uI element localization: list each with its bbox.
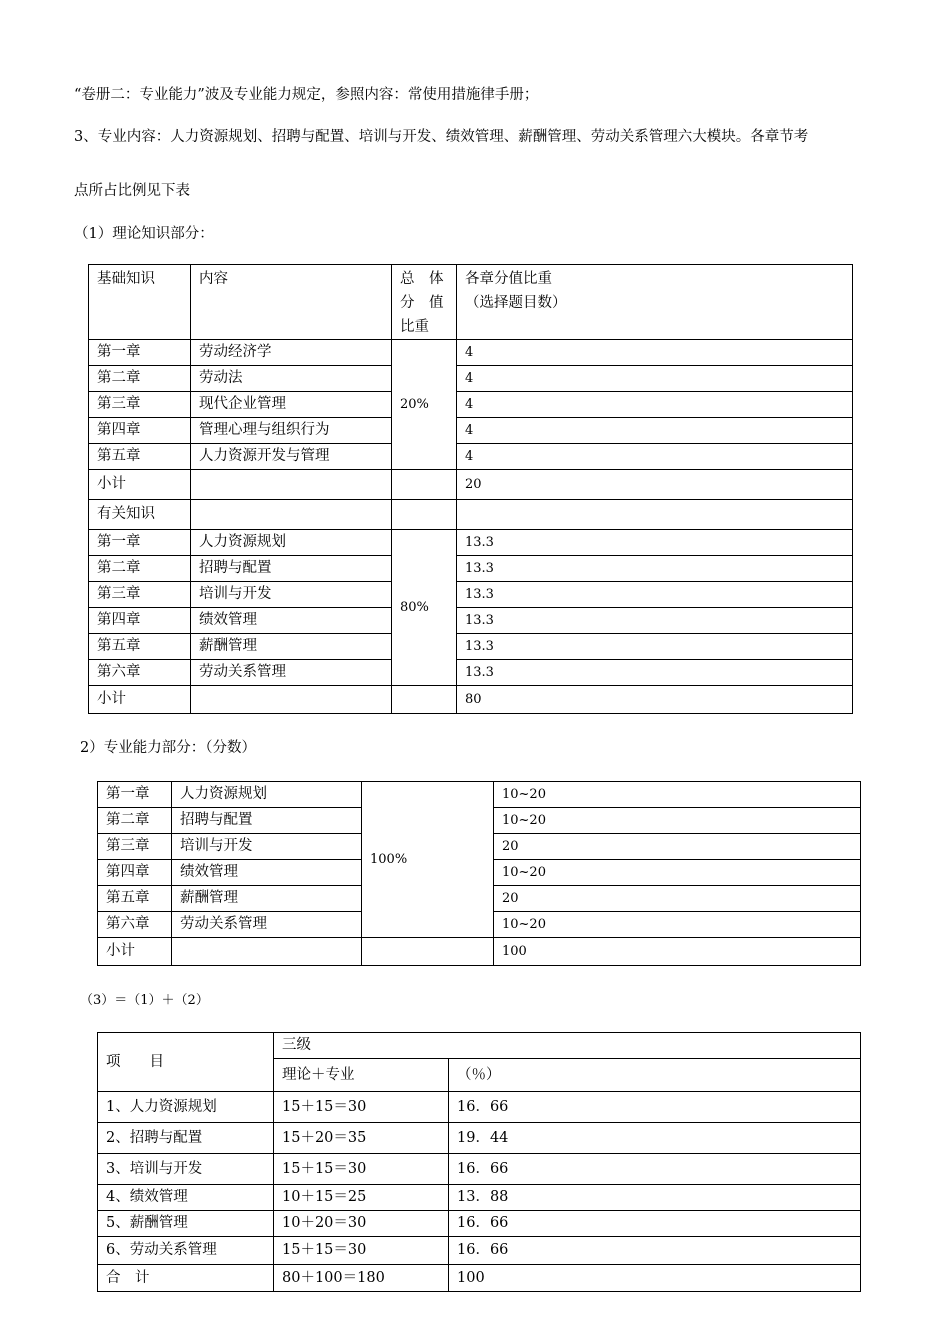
content-cell: 劳动关系管理 <box>191 660 392 686</box>
chapter-cell: 第二章 <box>89 556 191 582</box>
empty-cell <box>191 686 392 714</box>
table-row <box>98 1185 861 1211</box>
item-cell: 2、招聘与配置 <box>98 1123 274 1154</box>
total-sum: 80＋100＝180 <box>274 1265 449 1292</box>
chapter-cell: 第一章 <box>98 782 172 808</box>
value-cell: 13.3 <box>457 608 853 634</box>
empty-cell <box>191 500 392 530</box>
empty-cell <box>392 500 457 530</box>
sum-cell: 10＋20＝30 <box>274 1211 449 1237</box>
content-cell: 培训与开发 <box>172 834 362 860</box>
content-cell: 招聘与配置 <box>191 556 392 582</box>
value-cell: 4 <box>457 366 853 392</box>
combined-table <box>97 1032 861 1292</box>
total-label: 合 计 <box>98 1265 274 1292</box>
value-cell: 4 <box>457 444 853 470</box>
header-theory-plus-professional: 理论＋专业 <box>274 1059 449 1092</box>
pct-cell: 19．44 <box>449 1123 861 1154</box>
chapter-cell: 第四章 <box>89 418 191 444</box>
empty-cell <box>191 470 392 500</box>
table-row <box>89 582 853 608</box>
header-total-weight-line1: 总 体 <box>400 271 444 287</box>
content-cell: 人力资源规划 <box>191 530 392 556</box>
chapter-cell: 第四章 <box>89 608 191 634</box>
item-cell: 6、劳动关系管理 <box>98 1237 274 1265</box>
related-knowledge-row <box>89 500 853 530</box>
professional-section-title: 2）专业能力部分：（分数） <box>80 740 256 756</box>
chapter-cell: 第四章 <box>98 860 172 886</box>
header-chapter-weight-line1: 各章分值比重 <box>465 271 552 287</box>
pct-cell: 13．88 <box>449 1185 861 1211</box>
table-row <box>98 1211 861 1237</box>
theory-header-row <box>89 265 853 340</box>
subtotal-row <box>98 938 861 966</box>
content-cell: 薪酬管理 <box>172 886 362 912</box>
chapter-cell: 第六章 <box>98 912 172 938</box>
chapter-cell: 第五章 <box>89 634 191 660</box>
header-level: 三级 <box>274 1033 861 1059</box>
empty-cell <box>172 938 362 966</box>
content-cell: 劳动关系管理 <box>172 912 362 938</box>
combined-section-title: （3）＝（1）＋（2） <box>80 993 209 1008</box>
empty-cell <box>362 938 494 966</box>
subtotal-label: 小计 <box>89 686 191 714</box>
table-row <box>98 1237 861 1265</box>
table-row <box>89 444 853 470</box>
content-cell: 绩效管理 <box>172 860 362 886</box>
value-cell: 13.3 <box>457 634 853 660</box>
header-content: 内容 <box>191 265 392 340</box>
item-cell: 1、人力资源规划 <box>98 1092 274 1123</box>
chapter-cell: 第五章 <box>89 444 191 470</box>
content-cell: 现代企业管理 <box>191 392 392 418</box>
chapter-cell: 第二章 <box>89 366 191 392</box>
total-row <box>98 1265 861 1292</box>
table-row <box>89 608 853 634</box>
table-row <box>89 340 853 366</box>
pct-cell: 16．66 <box>449 1092 861 1123</box>
sum-cell: 15＋20＝35 <box>274 1123 449 1154</box>
intro-line-1: “卷册二：专业能力”波及专业能力规定，参照内容：常使用措施律手册； <box>74 87 539 103</box>
table-row <box>89 366 853 392</box>
header-item: 项 目 <box>98 1033 274 1092</box>
chapter-cell: 第三章 <box>89 582 191 608</box>
chapter-cell: 第三章 <box>98 834 172 860</box>
empty-cell <box>457 500 853 530</box>
content-cell: 人力资源开发与管理 <box>191 444 392 470</box>
theory-table <box>88 264 853 714</box>
subtotal-value: 20 <box>457 470 853 500</box>
table-row <box>89 392 853 418</box>
value-cell: 10~20 <box>494 782 861 808</box>
value-cell: 13.3 <box>457 660 853 686</box>
table-row <box>98 1154 861 1185</box>
subtotal-label: 小计 <box>89 470 191 500</box>
sum-cell: 15＋15＝30 <box>274 1237 449 1265</box>
subtotal-value: 80 <box>457 686 853 714</box>
subtotal-label: 小计 <box>98 938 172 966</box>
related-total-pct: 80% <box>392 530 457 686</box>
content-cell: 培训与开发 <box>191 582 392 608</box>
value-cell: 10~20 <box>494 860 861 886</box>
content-cell: 劳动经济学 <box>191 340 392 366</box>
chapter-cell: 第一章 <box>89 530 191 556</box>
header-total-weight-line3: 比重 <box>400 319 429 335</box>
table-row <box>98 1092 861 1123</box>
header-total-weight <box>392 265 457 340</box>
related-knowledge-label: 有关知识 <box>89 500 191 530</box>
pct-cell: 16．66 <box>449 1211 861 1237</box>
subtotal-row <box>89 686 853 714</box>
chapter-cell: 第一章 <box>89 340 191 366</box>
item-cell: 4、绩效管理 <box>98 1185 274 1211</box>
theory-section-title: （1）理论知识部分： <box>74 226 214 242</box>
pct-cell: 16．66 <box>449 1237 861 1265</box>
empty-cell <box>392 470 457 500</box>
total-pct: 100 <box>449 1265 861 1292</box>
header-chapter-weight-line2: （选择题目数） <box>465 295 567 311</box>
value-cell: 13.3 <box>457 556 853 582</box>
content-cell: 管理心理与组织行为 <box>191 418 392 444</box>
value-cell: 20 <box>494 886 861 912</box>
header-total-weight-line2: 分 值 <box>400 295 444 311</box>
content-cell: 招聘与配置 <box>172 808 362 834</box>
table-row <box>98 1123 861 1154</box>
value-cell: 13.3 <box>457 530 853 556</box>
value-cell: 10~20 <box>494 912 861 938</box>
table-row <box>89 634 853 660</box>
value-cell: 20 <box>494 834 861 860</box>
value-cell: 10~20 <box>494 808 861 834</box>
basic-total-pct: 20% <box>392 340 457 470</box>
table-row <box>89 660 853 686</box>
value-cell: 13.3 <box>457 582 853 608</box>
content-cell: 绩效管理 <box>191 608 392 634</box>
item-cell: 5、薪酬管理 <box>98 1211 274 1237</box>
sum-cell: 15＋15＝30 <box>274 1154 449 1185</box>
subtotal-row <box>89 470 853 500</box>
header-percent: （％） <box>449 1059 861 1092</box>
table-row <box>89 418 853 444</box>
table-row <box>89 556 853 582</box>
header-basic-knowledge: 基础知识 <box>89 265 191 340</box>
value-cell: 4 <box>457 418 853 444</box>
table-row <box>98 782 861 808</box>
chapter-cell: 第六章 <box>89 660 191 686</box>
content-cell: 人力资源规划 <box>172 782 362 808</box>
combined-header-row <box>98 1033 861 1059</box>
content-cell: 劳动法 <box>191 366 392 392</box>
chapter-cell: 第二章 <box>98 808 172 834</box>
subtotal-value: 100 <box>494 938 861 966</box>
professional-total-pct: 100% <box>362 782 494 938</box>
table-row <box>89 530 853 556</box>
sum-cell: 10＋15＝25 <box>274 1185 449 1211</box>
header-chapter-weight <box>457 265 853 340</box>
content-cell: 薪酬管理 <box>191 634 392 660</box>
pct-cell: 16．66 <box>449 1154 861 1185</box>
empty-cell <box>392 686 457 714</box>
sum-cell: 15＋15＝30 <box>274 1092 449 1123</box>
professional-table <box>97 781 861 966</box>
intro-line-3: 点所占比例见下表 <box>74 183 190 199</box>
chapter-cell: 第三章 <box>89 392 191 418</box>
item-cell: 3、培训与开发 <box>98 1154 274 1185</box>
value-cell: 4 <box>457 340 853 366</box>
intro-line-2: 3、专业内容：人力资源规划、招聘与配置、培训与开发、绩效管理、薪酬管理、劳动关系管理六大模块。各章节考 <box>74 129 809 145</box>
value-cell: 4 <box>457 392 853 418</box>
chapter-cell: 第五章 <box>98 886 172 912</box>
